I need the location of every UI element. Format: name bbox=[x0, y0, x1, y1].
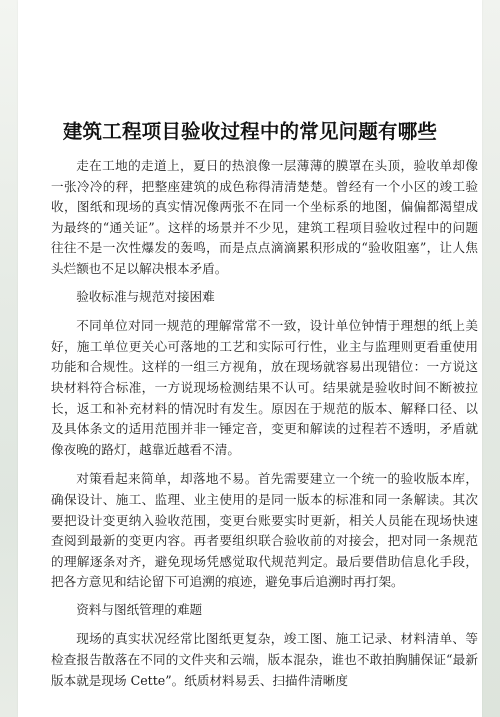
section-heading-standards: 验收标准与规范对接困难 bbox=[76, 288, 215, 304]
article-title: 建筑工程项目验收过程中的常见问题有哪些 bbox=[62, 120, 438, 143]
background-right-margin bbox=[482, 0, 500, 717]
paragraph-standards-problem: 不同单位对同一规范的理解常常不一致，设计单位钟情于理想的纸上美好，施工单位更关心可落地的工艺和实际可行性，业主与监理则更看重使用功能和合规性。这样的一组三方视角，放在现场就容易出现错位：一方说这块材料符合标准，一方说现场检测结果不认可。结果就是验收时间不断被拉长，返工和补充材料的情况时有发生。原因在于规范的版本、解释口径、以及具体条文的适用范围并非一锤定音，变更和解读的过程若不透明，矛盾就像夜晚的路灯，越靠近越看不清。 bbox=[51, 318, 478, 457]
background-left-margin bbox=[0, 0, 18, 717]
section-heading-documents: 资料与图纸管理的难题 bbox=[76, 601, 203, 617]
paragraph-intro: 走在工地的走道上，夏日的热浪像一层薄薄的膜罩在头顶，验收单却像一张冷冷的秤，把整座建筑的成色称得清清楚楚。曾经有一个小区的竣工验收，图纸和现场的真实情况像两张不在同一个坐标系的地图，偏偏都渴望成为最终的“通关证”。这样的场景并不少见，建筑工程项目验收过程中的问题往往不是一次性爆发的轰鸣，而是点点滴滴累积形成的“验收阻塞”，让人焦头烂额也不足以解决根本矛盾。 bbox=[51, 158, 478, 276]
article-body bbox=[51, 156, 478, 691]
paragraph-standards-solution: 对策看起来简单，却落地不易。首先需要建立一个统一的验收版本库，确保设计、施工、监理、业主使用的是同一版本的标准和同一条解读。其次要把设计变更纳入验收范围，变更台账要实时更新，相关人员能在现场快速查阅到最新的变更内容。再者要组织联合验收前的对接会，把对同一条规范的理解逐条对齐，避免现场凭感觉取代规范判定。最后要借助信息化手段，把各方意见和结论留下可追溯的痕迹，避免事后追溯时再打架。 bbox=[51, 471, 478, 590]
paragraph-documents-problem: 现场的真实状况经常比图纸更复杂，竣工图、施工记录、材料清单、等检查报告散落在不同的文件夹和云端，版本混杂，谁也不敢拍胸脯保证“最新版本就是现场 Cette”。纸质材料易丢、扫描件清晰度 bbox=[51, 631, 478, 688]
document-page bbox=[18, 0, 482, 717]
